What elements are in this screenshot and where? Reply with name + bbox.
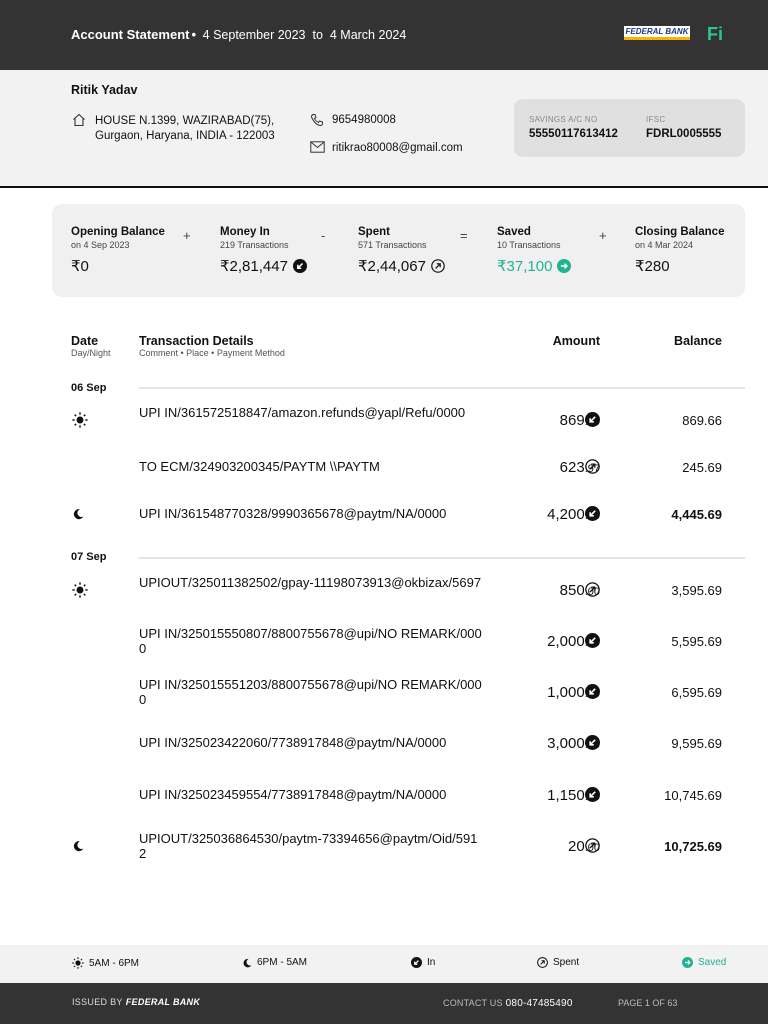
- in-arrow-icon: [585, 412, 600, 427]
- saved-sub: 10 Transactions: [497, 240, 561, 250]
- date-column-sub: Day/Night: [71, 348, 111, 358]
- account-number-label: SAVINGS A/C NO: [529, 115, 598, 124]
- day-divider: [139, 557, 745, 559]
- amount-paise: .00: [584, 842, 600, 854]
- address-line-1: HOUSE N.1399, WAZIRABAD(75),: [95, 115, 275, 127]
- closing-balance: [635, 226, 724, 275]
- amount-paise: .00: [584, 586, 600, 598]
- customer-phone: 9654980008: [332, 114, 396, 126]
- transaction-balance: 5,595.69: [671, 634, 722, 649]
- legend-night: [242, 957, 307, 968]
- amount-rupees: 3,000: [547, 735, 585, 752]
- spent-arrow-icon: [585, 582, 600, 597]
- spent-arrow-icon: [585, 459, 600, 474]
- in-arrow-icon: [585, 506, 600, 521]
- closing-label: Closing Balance: [635, 226, 725, 238]
- issued-by: [72, 997, 200, 1007]
- customer-address: [95, 114, 275, 144]
- mail-icon: [310, 141, 325, 153]
- details-column-header: Transaction Details: [139, 334, 254, 348]
- closing-sub: on 4 Mar 2024: [635, 240, 694, 250]
- date-to-word: to: [312, 28, 323, 42]
- transaction-detail: UPI IN/325015551203/8800755678@upi/NO REMARK/0000: [139, 677, 482, 707]
- contact-label: CONTACT US: [443, 998, 503, 1008]
- saved-arrow-icon: [682, 957, 693, 968]
- day-label: 07 Sep: [71, 551, 107, 563]
- date-to: 4 March 2024: [329, 28, 407, 42]
- transaction-balance: 9,595.69: [671, 736, 722, 751]
- transaction-detail: UPI IN/325023422060/7738917848@paytm/NA/0000: [139, 735, 447, 750]
- plus-operator-2: +: [599, 228, 607, 243]
- ifsc-code: FDRL0005555: [646, 128, 722, 140]
- spent-arrow-icon: [537, 957, 548, 968]
- opening-balance: [71, 226, 165, 275]
- spent-sub: 571 Transactions: [358, 240, 427, 250]
- closing-value: [635, 257, 724, 275]
- transaction-detail: UPI IN/361572518847/amazon.refunds@yapl/Refu/0000: [139, 405, 466, 420]
- in-arrow-icon: [585, 684, 600, 699]
- federal-bank-logo: FEDERAL BANK: [624, 26, 690, 40]
- transaction-balance: 6,595.69: [671, 685, 722, 700]
- legend-in-text: In: [427, 957, 436, 968]
- transaction-detail: UPI IN/325023459554/7738917848@paytm/NA/0000: [139, 787, 447, 802]
- money-in-amount: ₹2,81,447: [220, 258, 288, 275]
- saved-value: [497, 257, 571, 275]
- saved-arrow-icon: [557, 259, 571, 273]
- money-in-sub: 219 Transactions: [220, 240, 289, 250]
- transaction-row: [0, 447, 768, 487]
- transaction-row: [0, 826, 768, 866]
- in-arrow-icon: [293, 259, 307, 273]
- equals-operator: =: [460, 228, 468, 243]
- opening-label: Opening Balance: [71, 226, 165, 238]
- transaction-balance: 10,725.69: [664, 839, 722, 854]
- spent: [358, 226, 445, 275]
- spent-arrow-icon: [585, 838, 600, 853]
- issued-by-text: ISSUED BY: [72, 997, 123, 1007]
- date-column-header: Date: [71, 334, 99, 348]
- minus-operator: -: [321, 228, 326, 243]
- legend-spent-text: Spent: [553, 957, 580, 968]
- transaction-row: [0, 775, 768, 815]
- ifsc-label: IFSC: [646, 115, 666, 124]
- transaction-detail: UPI IN/361548770328/9990365678@paytm/NA/0000: [139, 506, 447, 521]
- date-from: 4 September 2023: [202, 28, 306, 42]
- account-number: 55550117613412: [529, 128, 618, 140]
- in-arrow-icon: [585, 735, 600, 750]
- account-details: [514, 99, 745, 157]
- saved: [497, 226, 571, 275]
- sun-icon: [72, 412, 88, 428]
- sun-icon: [72, 582, 88, 598]
- statement-footer: [0, 983, 768, 1024]
- customer-name: Ritik Yadav: [71, 83, 138, 97]
- day-divider: [139, 387, 745, 389]
- amount-rupees: 2,000: [547, 633, 585, 650]
- in-arrow-icon: [585, 787, 600, 802]
- money-in-label: Money In: [220, 226, 270, 238]
- title-text: Account Statement: [71, 27, 190, 42]
- moon-icon: [72, 508, 88, 524]
- page-number: PAGE 1 OF 63: [618, 998, 678, 1008]
- closing-amount: ₹280: [635, 258, 670, 275]
- home-icon: [72, 113, 86, 127]
- saved-label: Saved: [497, 226, 531, 238]
- legend-day: [72, 957, 139, 969]
- in-arrow-icon: [585, 633, 600, 648]
- plus-operator: +: [183, 228, 191, 243]
- money-in-value: [220, 257, 307, 275]
- sun-icon: [72, 957, 84, 969]
- balance-summary: [52, 204, 745, 297]
- amount-rupees: 869: [559, 412, 585, 429]
- transaction-row: [0, 494, 768, 534]
- contact-us: [443, 998, 573, 1009]
- opening-amount: ₹0: [71, 258, 89, 275]
- transaction-balance: 4,445.69: [671, 507, 722, 522]
- transaction-detail: UPIOUT/325011382502/gpay-11198073913@okbizax/5697: [139, 575, 482, 590]
- transaction-row: [0, 570, 768, 610]
- phone-icon: [310, 113, 324, 127]
- transaction-row: [0, 621, 768, 661]
- transaction-row: [0, 672, 768, 712]
- date-range: [203, 28, 407, 42]
- title-bullet: •: [191, 27, 197, 42]
- amount-rupees: 850: [559, 582, 585, 599]
- legend-spent: [537, 957, 579, 968]
- transaction-balance: 3,595.69: [671, 583, 722, 598]
- balance-column-header: Balance: [674, 334, 722, 348]
- legend-bar: [0, 945, 768, 983]
- transaction-row: [0, 400, 768, 440]
- legend-day-text: 5AM - 6PM: [89, 957, 140, 969]
- spent-amount: ₹2,44,067: [358, 258, 426, 275]
- amount-paise: .97: [584, 463, 600, 475]
- statement-title: [71, 27, 406, 42]
- spent-value: [358, 257, 445, 275]
- opening-value: [71, 257, 165, 275]
- customer-info: [0, 70, 768, 188]
- transaction-balance: 245.69: [682, 460, 722, 475]
- contact-number: 080-47485490: [505, 998, 573, 1009]
- moon-icon: [72, 840, 88, 856]
- legend-in: [411, 957, 435, 968]
- amount-rupees: 4,200: [547, 506, 585, 523]
- opening-sub: on 4 Sep 2023: [71, 240, 130, 250]
- legend-night-text: 6PM - 5AM: [257, 957, 308, 968]
- spent-arrow-icon: [431, 259, 445, 273]
- transaction-detail: TO ECM/324903200345/PAYTM \\PAYTM: [139, 459, 380, 474]
- transaction-detail: UPI IN/325015550807/8800755678@upi/NO REMARK/0000: [139, 626, 482, 656]
- legend-saved-text: Saved: [698, 957, 727, 968]
- amount-rupees: 20: [568, 838, 585, 855]
- issuer-bank-logo: FEDERAL BANK: [125, 997, 201, 1007]
- saved-amount: ₹37,100: [497, 258, 553, 275]
- fi-logo: Fi: [707, 24, 723, 44]
- moon-icon: [242, 958, 252, 968]
- day-label: 06 Sep: [71, 382, 107, 394]
- amount-rupees: 1,150: [547, 787, 585, 804]
- amount-rupees: 623: [559, 459, 585, 476]
- transaction-balance: 10,745.69: [664, 788, 722, 803]
- amount-rupees: 1,000: [547, 684, 585, 701]
- details-column-sub: Comment • Place • Payment Method: [139, 348, 285, 358]
- address-line-2: Gurgaon, Haryana, INDIA - 122003: [95, 130, 275, 142]
- legend-saved: [682, 957, 726, 968]
- amount-column-header: Amount: [552, 334, 600, 348]
- statement-header: [0, 0, 768, 70]
- transaction-detail: UPIOUT/325036864530/paytm-73394656@paytm/Oid/5912: [139, 831, 478, 861]
- transaction-balance: 869.66: [682, 413, 722, 428]
- money-in: [220, 226, 307, 275]
- customer-email: ritikrao80008@gmail.com: [332, 142, 463, 154]
- spent-label: Spent: [358, 226, 390, 238]
- in-arrow-icon: [411, 957, 422, 968]
- transaction-row: [0, 723, 768, 763]
